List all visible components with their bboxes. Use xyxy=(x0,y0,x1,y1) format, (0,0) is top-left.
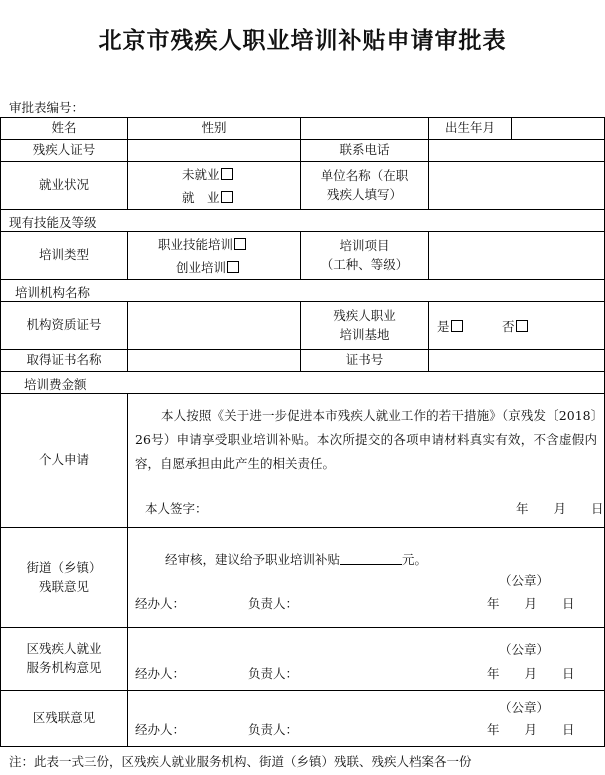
district-service-label-line1: 区残疾人就业 xyxy=(26,641,102,657)
training-item-label xyxy=(301,232,428,279)
subsidy-amount-blank[interactable] xyxy=(340,552,402,565)
street-handler-label: 经办人： xyxy=(135,596,186,611)
district-federation-label: 区残联意见 xyxy=(32,710,96,726)
training-item-label-line1: 培训项目 xyxy=(339,237,390,253)
training-base-label-line2: 培训基地 xyxy=(339,326,390,342)
street-label-line1: 街道（乡镇） xyxy=(26,559,102,575)
district-service-date: 年 月 日 xyxy=(487,666,575,681)
employer-label-line1: 单位名称（在职 xyxy=(320,167,409,183)
gender-label: 性别 xyxy=(201,120,227,136)
entrepreneurship-training-label: 创业培训 xyxy=(176,260,227,275)
street-responsible-label: 负责人： xyxy=(248,596,299,611)
footnote: 注：此表一式三份，区残疾人就业服务机构、街道（乡镇）残联、残疾人档案各一份 xyxy=(9,754,472,769)
base-no-option[interactable] xyxy=(502,317,528,335)
employed-checkbox[interactable] xyxy=(221,191,233,203)
district-service-handler-label: 经办人： xyxy=(135,666,186,681)
phone-label: 联系电话 xyxy=(339,142,390,158)
training-item-label-line2: （工种、等级） xyxy=(320,256,409,272)
unemployed-label: 未就业 xyxy=(182,167,220,182)
employed-option[interactable] xyxy=(182,188,233,206)
street-label-line2: 残联意见 xyxy=(38,578,89,594)
birth-label: 出生年月 xyxy=(444,120,495,136)
training-base-label xyxy=(301,302,428,349)
base-yes-checkbox[interactable] xyxy=(451,320,463,332)
training-base-label-line1: 残疾人职业 xyxy=(333,307,396,323)
employer-label-line2: 残疾人填写） xyxy=(326,186,402,202)
entrepreneurship-training-option[interactable] xyxy=(176,258,239,276)
unemployed-option[interactable] xyxy=(182,165,233,183)
street-review-prefix: 经审核，建议给予职业培训补贴 xyxy=(165,552,341,567)
institution-cert-label: 机构资质证号 xyxy=(26,317,102,333)
street-seal: （公章） xyxy=(499,573,550,588)
personal-application-label: 个人申请 xyxy=(38,452,89,468)
district-federation-handler-label: 经办人： xyxy=(135,722,186,737)
vocational-training-label: 职业技能培训 xyxy=(158,237,234,252)
training-type-label: 培训类型 xyxy=(38,247,89,263)
street-opinion-label xyxy=(1,528,127,627)
district-federation-responsible-label: 负责人： xyxy=(248,722,299,737)
vocational-training-option[interactable] xyxy=(158,235,246,253)
unemployed-checkbox[interactable] xyxy=(221,168,233,180)
personal-statement: 本人按照《关于进一步促进本市残疾人就业工作的若干措施》（京残发〔2018〕26号）申请享受职业培训补贴。本次所提交的各项申请材料真实有效，不含虚假内容，自愿承担由此产生的相关责任。 xyxy=(135,408,597,471)
base-yes-label: 是 xyxy=(437,319,450,334)
district-service-responsible-label: 负责人： xyxy=(248,666,299,681)
employment-status-label: 就业状况 xyxy=(38,177,89,193)
district-federation-seal: （公章） xyxy=(499,700,550,715)
institution-name-label: 培训机构名称 xyxy=(15,285,91,300)
employed-label: 就 业 xyxy=(182,190,220,205)
personal-date: 年 月 日 xyxy=(516,501,604,516)
cert-name-label: 取得证书名称 xyxy=(26,352,102,368)
base-no-checkbox[interactable] xyxy=(516,320,528,332)
personal-signature-label: 本人签字： xyxy=(145,501,208,516)
base-yes-option[interactable] xyxy=(437,317,463,335)
employer-label xyxy=(301,162,428,209)
cert-no-label: 证书号 xyxy=(345,352,384,368)
district-service-seal: （公章） xyxy=(499,642,550,657)
training-fee-label: 培训费金额 xyxy=(24,377,87,392)
entrepreneurship-training-checkbox[interactable] xyxy=(227,261,239,273)
disability-cert-label: 残疾人证号 xyxy=(32,142,96,158)
form-number-label: 审批表编号： xyxy=(9,100,85,115)
form-title: 北京市残疾人职业培训补贴申请审批表 xyxy=(98,28,507,54)
base-no-label: 否 xyxy=(502,319,515,334)
current-skill-label: 现有技能及等级 xyxy=(9,215,97,230)
name-label: 姓名 xyxy=(51,120,77,136)
street-review xyxy=(165,550,427,568)
district-service-label-line2: 服务机构意见 xyxy=(26,660,102,675)
district-federation-date: 年 月 日 xyxy=(487,722,575,737)
vocational-training-checkbox[interactable] xyxy=(234,238,246,250)
street-date: 年 月 日 xyxy=(487,596,575,611)
district-service-label xyxy=(1,628,127,690)
street-review-suffix: 元。 xyxy=(402,552,428,567)
